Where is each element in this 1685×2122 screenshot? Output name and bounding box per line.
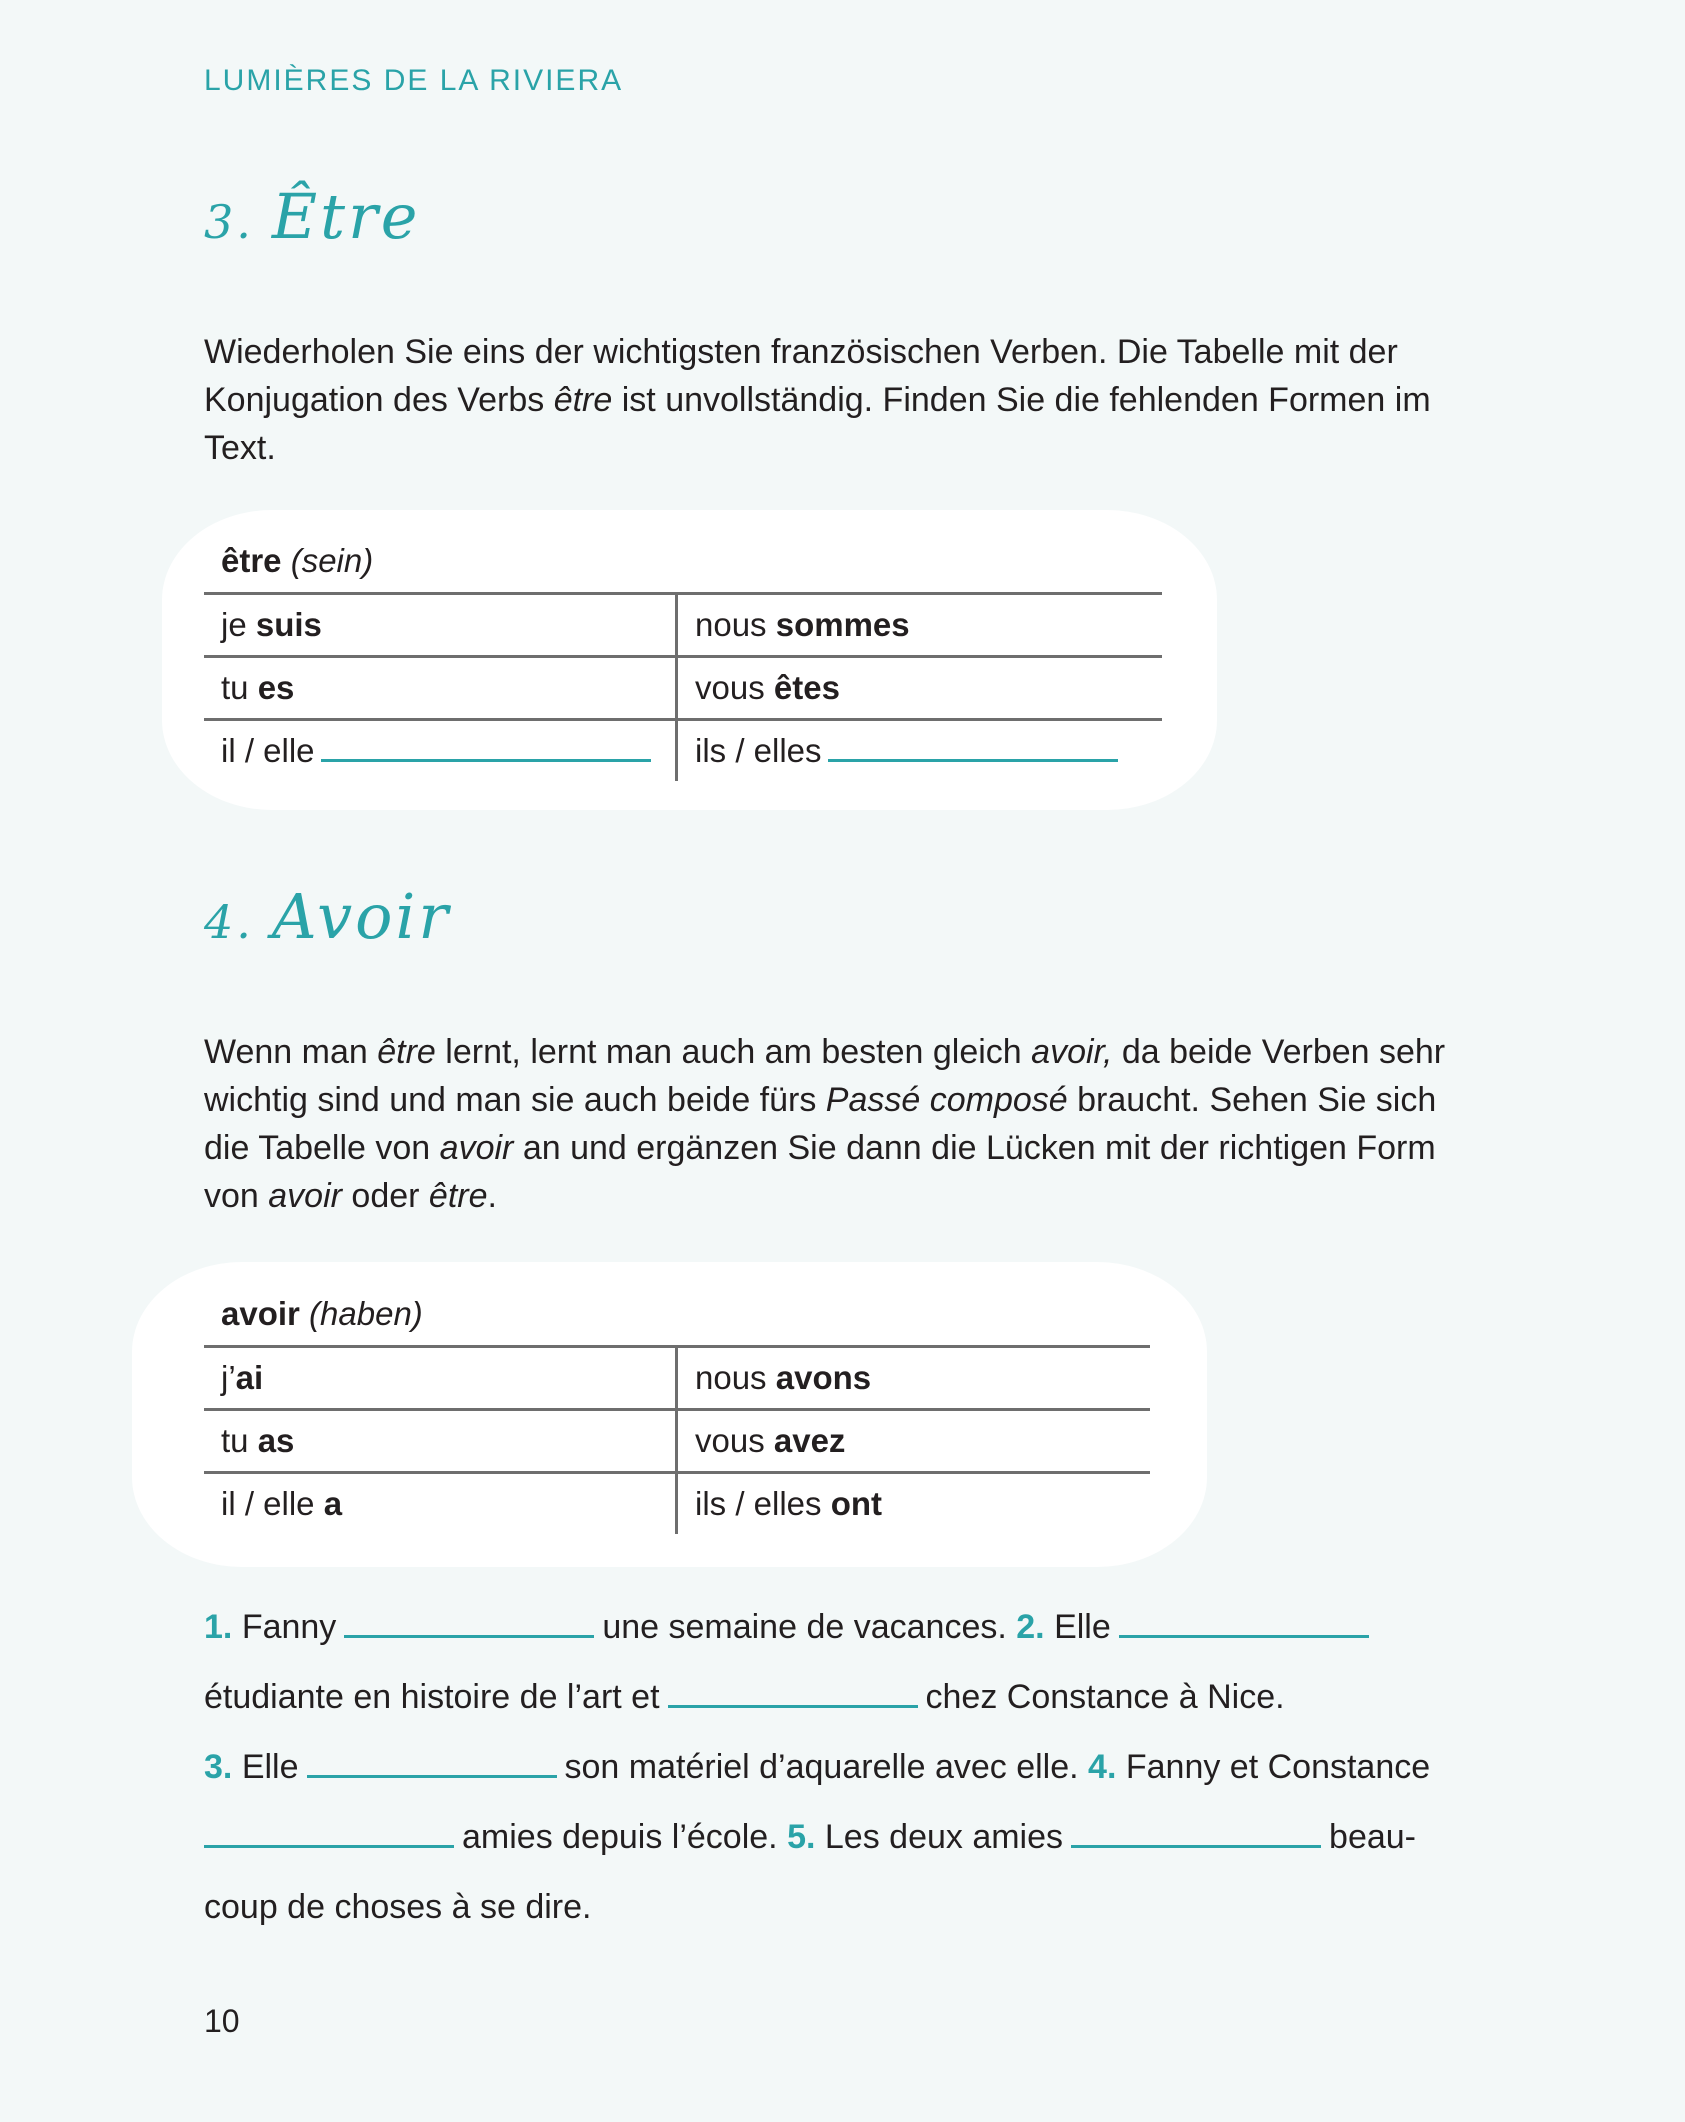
- exercise-line: 3. Elle son matériel d’aquarelle avec elle. 4. Fanny et Constance: [204, 1732, 1474, 1802]
- table-row: il / elle ils / elles: [204, 721, 1162, 781]
- table-row: je suis nous sommes: [204, 595, 1162, 658]
- answer-blank-ils-elles[interactable]: [828, 735, 1118, 762]
- table-row: j’ai nous avons: [204, 1348, 1150, 1411]
- etre-conjugation-table: [204, 530, 1162, 781]
- gap-2a[interactable]: [1119, 1605, 1369, 1638]
- table-header: être (sein): [204, 530, 1162, 595]
- table-row: tu es vous êtes: [204, 658, 1162, 721]
- avoir-instructions: Wenn man être lernt, lernt man auch am besten gleich avoir, da beide Verben sehr wichtig sind und man sie auch beide fürs Passé composé braucht. Sehen Sie sich die Tabelle von avoir an und ergänzen Sie dann die Lücken mit der richtigen Form von avoir oder être.: [204, 1033, 1446, 1215]
- table-row: il / elle a ils / elles ont: [204, 1474, 1150, 1534]
- section-number: 4.: [204, 895, 254, 949]
- section-title-text: Avoir: [271, 880, 451, 953]
- gap-4[interactable]: [204, 1815, 454, 1848]
- gap-3[interactable]: [307, 1745, 557, 1778]
- exercise-line: étudiante en histoire de l’art et chez Constance à Nice.: [204, 1662, 1474, 1732]
- etre-instructions: Wiederholen Sie eins der wichtigsten französischen Verben. Die Tabelle mit der Konjugation des Verbs être ist unvollständig. Finden Sie die fehlenden Formen im Text.: [204, 333, 1431, 467]
- gap-5[interactable]: [1071, 1815, 1321, 1848]
- section-title-etre: [204, 180, 420, 253]
- answer-blank-il-elle[interactable]: [321, 735, 651, 762]
- section-title-text: Être: [271, 180, 421, 253]
- gap-1[interactable]: [344, 1605, 594, 1638]
- fill-in-exercise: [204, 1592, 1474, 1942]
- section-number: 3.: [204, 195, 254, 249]
- section-title-avoir: [204, 880, 451, 953]
- running-head: LUMIÈRES DE LA RIVIERA: [204, 64, 624, 97]
- page-number: 10: [204, 2003, 240, 2039]
- exercise-line: amies depuis l’école. 5. Les deux amies beau-: [204, 1802, 1474, 1872]
- table-row: tu as vous avez: [204, 1411, 1150, 1474]
- table-header: avoir (haben): [204, 1283, 1150, 1348]
- gap-2b[interactable]: [668, 1675, 918, 1708]
- exercise-line: 1. Fanny une semaine de vacances. 2. Elle: [204, 1592, 1474, 1662]
- exercise-line: coup de choses à se dire.: [204, 1888, 592, 1926]
- avoir-conjugation-table: [204, 1283, 1150, 1534]
